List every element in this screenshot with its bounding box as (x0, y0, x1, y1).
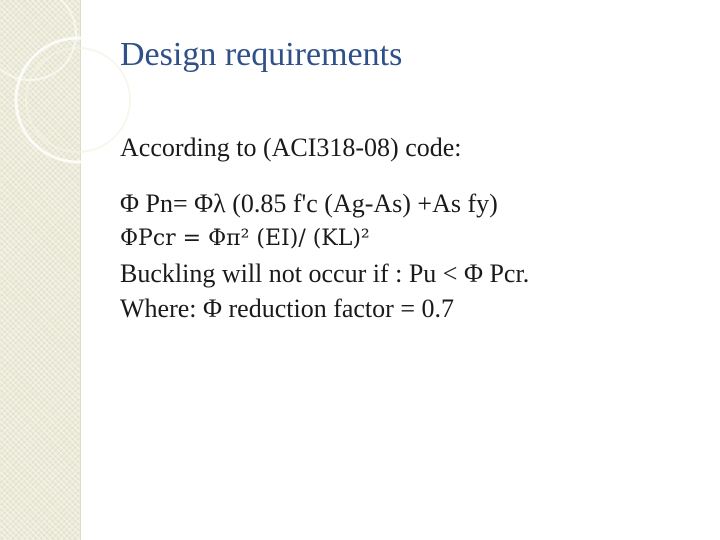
slide-title: Design requirements (120, 36, 403, 73)
sidebar-texture (0, 0, 81, 540)
nominal-strength-formula: Φ Pn= Φλ (0.85 f'c (Ag-As) +As fy) (120, 189, 498, 218)
buckling-condition: Buckling will not occur if : Pu < Φ Pcr. (120, 259, 530, 288)
slide-body (120, 130, 700, 326)
reduction-factor-note: Where: Φ reduction factor = 0.7 (120, 294, 454, 323)
intro-text: According to (ACI318-08) code: (120, 133, 462, 162)
critical-load-formula: ΦPcr = Φπ² (EI)/ (KL)² (120, 226, 370, 251)
